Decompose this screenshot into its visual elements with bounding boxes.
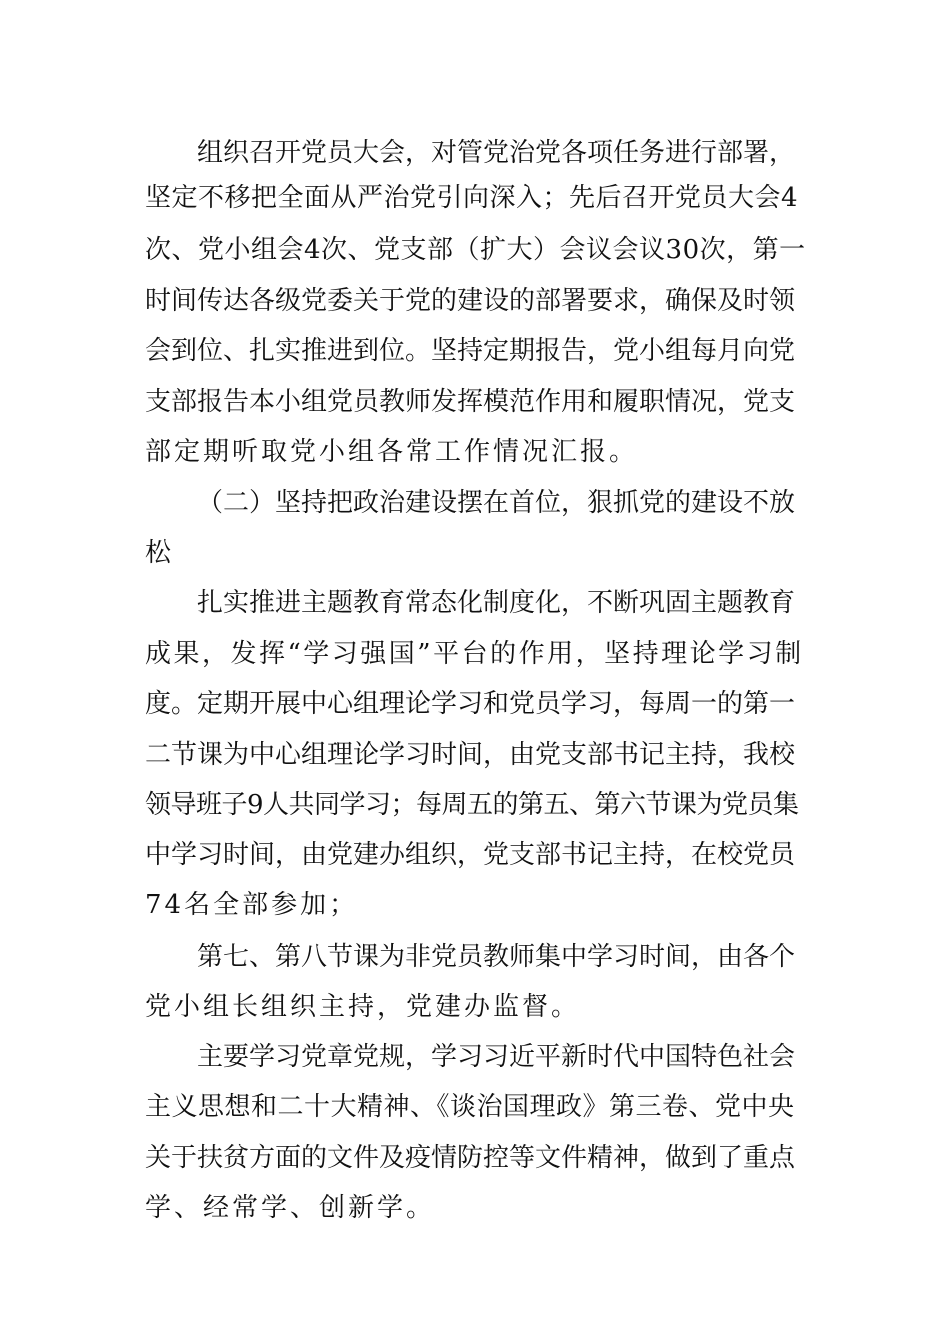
paragraph-2-line-5: 领导班子9人共同学习；每周五的第五、第六节课为党员集 xyxy=(145,790,799,820)
paragraph-4-line-3: 关于扶贫方面的文件及疫情防控等文件精神，做到了重点 xyxy=(145,1143,796,1173)
paragraph-1-line-1: 组织召开党员大会，对管党治党各项任务进行部署， xyxy=(197,138,796,168)
paragraph-2-line-6: 中学习时间，由党建办组织，党支部书记主持，在校党员 xyxy=(145,840,796,870)
paragraph-3-line-2: 党小组长组织主持，党建办监督。 xyxy=(145,992,581,1022)
paragraph-1-line-4: 时间传达各级党委关于党的建设的部署要求，确保及时领 xyxy=(145,286,796,316)
paragraph-4-line-4: 学、经常学、创新学。 xyxy=(145,1193,436,1223)
section-heading-line-2: 松 xyxy=(145,538,175,568)
paragraph-3-line-1: 第七、第八节课为非党员教师集中学习时间，由各个 xyxy=(197,942,796,972)
paragraph-2-line-7: 74名全部参加； xyxy=(145,890,359,920)
paragraph-1-line-7: 部定期听取党小组各常工作情况汇报。 xyxy=(145,437,639,467)
paragraph-4-line-2: 主义思想和二十大精神、《谈治国理政》第三卷、党中央 xyxy=(145,1092,795,1122)
paragraph-1-line-2: 坚定不移把全面从严治党引向深入；先后召开党员大会4 xyxy=(145,183,799,213)
paragraph-2-line-1: 扎实推进主题教育常态化制度化，不断巩固主题教育 xyxy=(197,588,796,618)
paragraph-1-line-6: 支部报告本小组党员教师发挥模范作用和履职情况，党支 xyxy=(145,387,796,417)
paragraph-2-line-3: 度。定期开展中心组理论学习和党员学习，每周一的第一 xyxy=(145,689,796,719)
paragraph-2-line-2: 成果，发挥“学习强国”平台的作用，坚持理论学习制 xyxy=(145,639,804,669)
paragraph-2-line-4: 二节课为中心组理论学习时间，由党支部书记主持，我校 xyxy=(145,740,796,770)
paragraph-1-line-5: 会到位、扎实推进到位。坚持定期报告，党小组每月向党 xyxy=(145,336,796,366)
paragraph-4-line-1: 主要学习党章党规，学习习近平新时代中国特色社会 xyxy=(197,1042,796,1072)
paragraph-1-line-3: 次、党小组会4次、党支部（扩大）会议会议30次，第一 xyxy=(145,235,806,265)
section-heading-line-1: （二）坚持把政治建设摆在首位，狠抓党的建设不放 xyxy=(197,488,796,518)
